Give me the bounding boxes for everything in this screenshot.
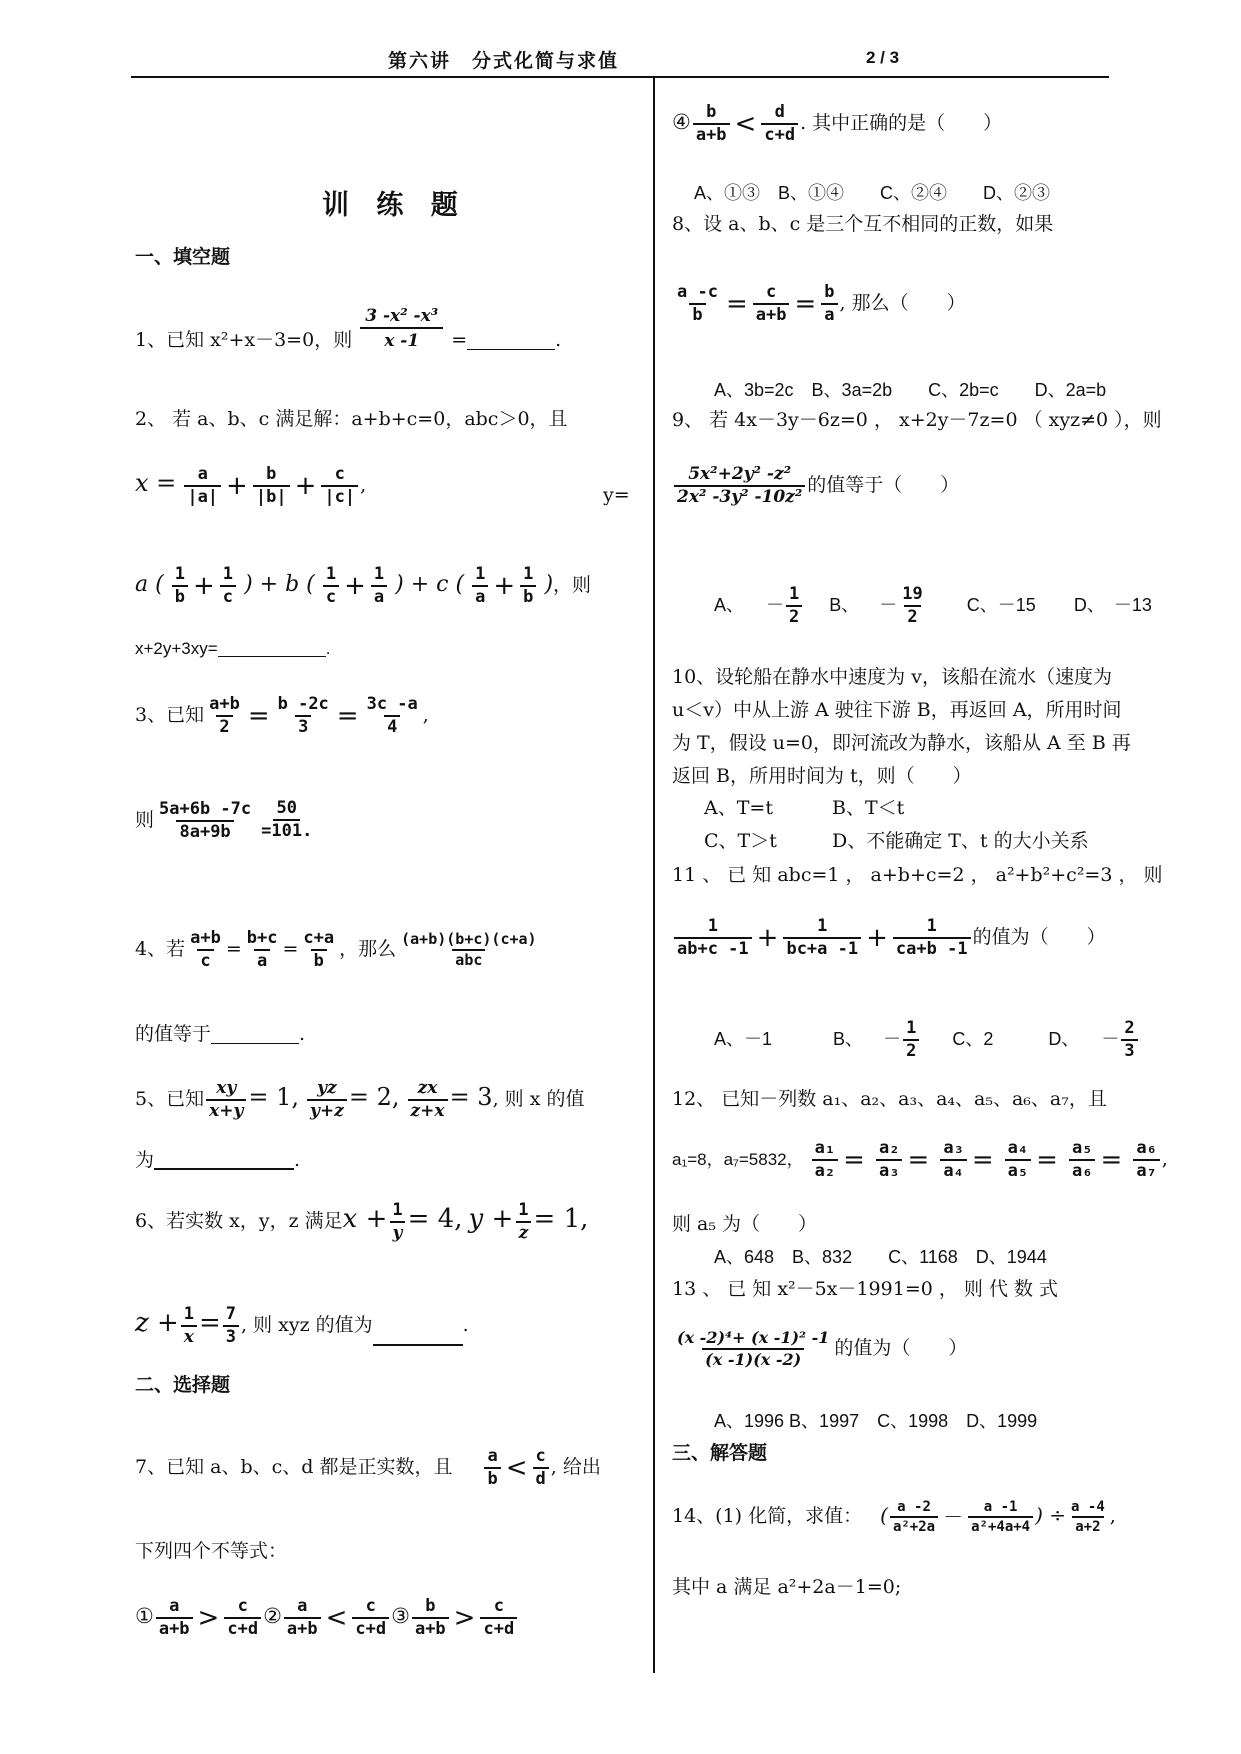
question-11-line1: 11 、 已 知 abc=1 ， a+b+c=2 ， a²+b²+c²=3 ， 则 [672, 864, 1163, 886]
question-7-line1: 7、已知 a、b、c、d 都是正实数，且 $\frac{a}{b}$ < $\frac{c}{d}$ , 给出 [135, 1446, 601, 1489]
question-10-option-c: C、T＞t [704, 830, 777, 852]
header-rule [131, 76, 1109, 78]
question-10-option-d: D、不能确定 T、t 的大小关系 [832, 830, 1089, 852]
question-10-option-a: A、T=t [704, 797, 773, 819]
question-12-line3: 则 a₅ 为（ ） [672, 1213, 818, 1235]
q6-answer-blank [373, 1326, 463, 1346]
header-title: 第六讲 分式化简与求值 [388, 50, 620, 72]
column-divider [653, 78, 655, 1673]
question-13-expression: $\frac{\text{(x -2)⁴+ (x -1)² -1}}{(x -1)(x -2)}$ 的值为（ ） [677, 1328, 968, 1369]
q1-answer-blank [467, 331, 555, 350]
header-page-number: 2 / 3 [866, 48, 900, 67]
question-8-equation: $\frac{a -c}{b}$ = $\frac{c}{a+b}$ = $\frac{b}{a}$ , 那么（ ） [677, 282, 966, 325]
question-6: 6、若实数 x，y，z 满足x + $\frac{1}{y}$ = 4, y + $\frac{1}{z}$ = 1, [135, 1200, 589, 1243]
question-4: 4、若 $\frac{a+b}{c}$ = $\frac{b+c}{a}$ = $\frac{c+a}{b}$ ，那么 $\frac{(a+b)(b+c)(c+a)}{\text{abc}}$ [135, 928, 537, 971]
question-10-line2: u＜v）中从上游 A 驶往下游 B，再返回 A，所用时间 [672, 699, 1122, 721]
question-12-options: A、648 B、832 C、1168 D、1944 [714, 1247, 1047, 1267]
question-1: 1、已知 x²+x－3=0，则 $\frac{\text{3 -x² -x³}}{x -1}$ = . [135, 306, 562, 351]
question-9-line1: 9、 若 4x－3y－6z=0 ， x+2y－7z=0 （ xyz≠0 ），则 [672, 409, 1162, 431]
question-2-y-expression: a ( $\frac{1}{b}$ + $\frac{1}{c}$ ) + b ( $\frac{1}{c}$ + $\frac{1}{a}$ ) + c ( $\frac{1}{a}$ + $\frac{1}{b}$ )，则 [135, 564, 592, 607]
q2-answer-blank [218, 638, 326, 657]
question-12-equation: a₁=8，a₇=5832， $\frac{\text{a₁}}{\text{a₂}}$ = $\frac{\text{a₂}}{\text{a₃}}$ = $\frac{\text{a₃}}{\text{a₄}}$ = $\frac{\text{a₄}}{\text{a₅}}$ = $\frac{\text{a₅}}{\text{a₆}}$ = $\frac{\text{a₆}}{\text{a₇}}$ , [672, 1138, 1168, 1181]
question-14: 14、(1) 化简，求值： ( $\frac{a -2}{\text{a²+2a}}$ － $\frac{a -1}{\text{a²+4a+4}}$ ) ÷ $\frac{a -4}{a+2}$ , [672, 1499, 1116, 1535]
q1-fraction: $\frac{\text{3 -x² -x³}}{x -1}$ [360, 308, 443, 350]
question-6-line2: z + $\frac{1}{x}$ = $\frac{7}{3}$ , 则 xyz 的值为 . [135, 1304, 469, 1347]
question-10-option-b: B、T＜t [832, 797, 905, 819]
question-4-line2: 的值等于 . [135, 1023, 306, 1045]
question-10-line1: 10、设轮船在静水中速度为 v，该船在流水（速度为 [672, 666, 1112, 688]
question-7-line2: 下列四个不等式： [135, 1540, 288, 1562]
question-2-y-label: y= [603, 484, 630, 506]
practice-heading: 训 练 题 [322, 190, 467, 221]
question-13-line1: 13 、 已 知 x²－5x－1991=0 ， 则 代 数 式 [672, 1278, 1059, 1300]
question-8-line1: 8、设 a、b、c 是三个互不相同的正数，如果 [672, 213, 1054, 235]
question-14-line2: 其中 a 满足 a²+2a－1=0; [672, 1576, 902, 1598]
question-7-inequality-4: ④ $\frac{b}{a+b}$ < $\frac{d}{c+d}$ . 其中正确的是（ ） [672, 102, 1003, 145]
question-7-options: A、①③ B、①④ C、②④ D、②③ [694, 183, 1051, 203]
question-7-inequalities: ① $\frac{a}{a+b}$ > $\frac{c}{c+d}$ ② $\frac{a}{a+b}$ < $\frac{c}{c+d}$ ③ $\frac{b}{a+b}$ > $\frac{c}{c+d}$ [135, 1598, 519, 1638]
q1-text: 1、已知 x²+x－3=0，则 [135, 329, 353, 351]
question-3-result: 则 $\frac{5a+6b -7c}{8a+9b}$ $\frac{50}{=101.}$ [135, 798, 313, 842]
question-11-options: A、－1 B、 － $\frac{1}{2}$ C、2 D、 － $\frac{2}{3}$ [714, 1020, 1140, 1060]
question-11-expression: $\frac{1}{ab+c -1}$ + $\frac{1}{bc+a -1}$ + $\frac{1}{ca+b -1}$ 的值为（ ） [672, 918, 1106, 958]
q5-answer-blank [154, 1150, 294, 1170]
question-13-options: A、1996 B、1997 C、1998 D、1999 [714, 1411, 1038, 1431]
question-2-line1: 2、 若 a、b、c 满足解：a+b+c=0，abc＞0，且 [135, 408, 568, 430]
question-9-expression: $\frac{\text{5x²+2y² -z²}}{\text{2x² -3y² -10z²}}$ 的值等于（ ） [672, 466, 959, 506]
question-5: 5、已知 $\frac{xy}{x+y}$ = 1, $\frac{yz}{y+z}$ = 2, $\frac{zx}{z+x}$ = 3, 则 x 的值 [135, 1078, 585, 1121]
question-8-options: A、3b=2c B、3a=2b C、2b=c D、2a=b [714, 380, 1107, 400]
question-5-line2: 为 . [135, 1149, 301, 1171]
question-2-line4: x+2y+3xy= . [135, 639, 331, 658]
question-2-x-expression: x = $\frac{a}{|a|}$ + $\frac{b}{|b|}$ + $\frac{c}{|c|}$ , [135, 464, 367, 507]
question-10-line4: 返回 B，所用时间为 t，则（ ） [672, 765, 972, 787]
section-choice: 二、选择题 [135, 1374, 231, 1396]
section-answer: 三、解答题 [672, 1442, 768, 1464]
question-9-options: A、 － $\frac{1}{2}$ B、 － $\frac{19}{2}$ C、－15 D、 －13 [714, 584, 1152, 627]
question-10-line3: 为 T，假设 u=0，即河流改为静水，该船从 A 至 B 再 [672, 732, 1131, 754]
section-fill-in: 一、填空题 [135, 246, 231, 268]
question-12-line1: 12、 已知－列数 a₁、a₂、a₃、a₄、a₅、a₆、a₇，且 [672, 1088, 1107, 1110]
question-3: 3、已知 $\frac{a+b}{2}$ = $\frac{b -2c}{3}$ = $\frac{3c -a}{4}$ , [135, 694, 429, 737]
q4-answer-blank [211, 1025, 299, 1044]
